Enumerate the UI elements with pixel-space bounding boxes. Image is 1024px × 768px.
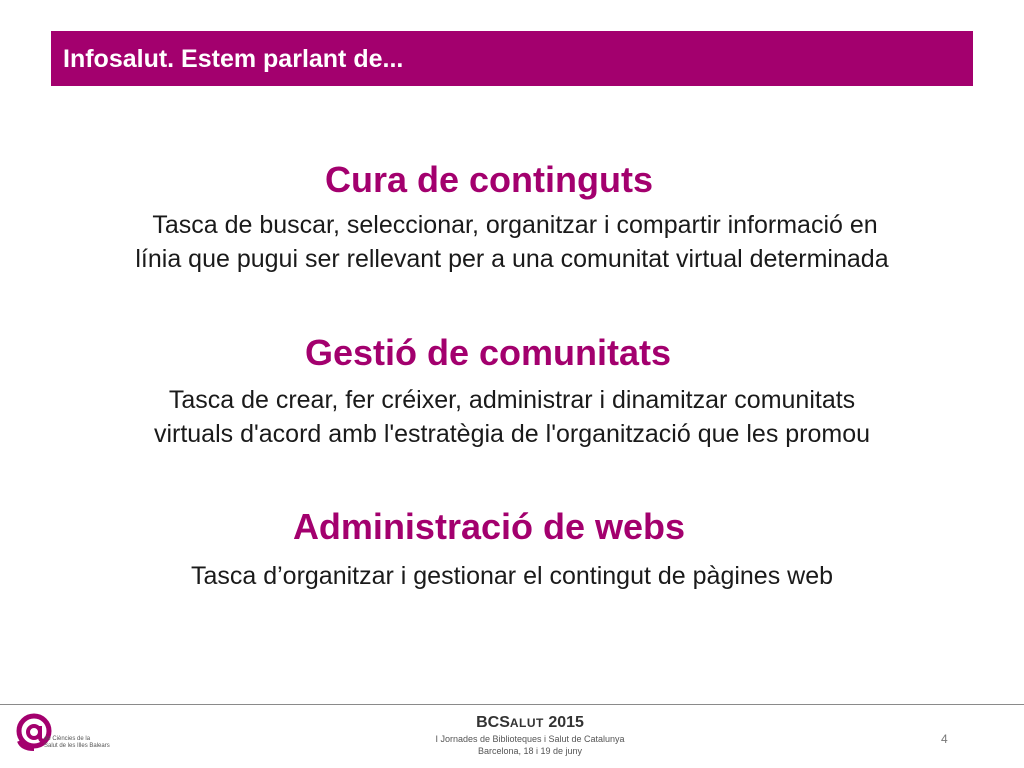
event-brand: BCSALUT 2015 [476, 714, 584, 731]
section-administracio-webs [0, 507, 1024, 593]
footer-divider [0, 704, 1024, 705]
section-cura-continguts [0, 160, 1024, 276]
header-bar [51, 31, 973, 86]
logo-caption: de Ciències de la Salut de les Illes Balears [44, 736, 110, 749]
section-description [0, 208, 1024, 276]
section-description [0, 559, 1024, 593]
footer-event-info [380, 713, 680, 757]
description-line: Tasca de crear, fer créixer, administrar i dinamitzar comunitats [168, 386, 856, 414]
event-place-date: Barcelona, 18 i 19 de juny [477, 746, 583, 756]
page-number: 4 [941, 732, 948, 746]
description-line: Tasca de buscar, seleccionar, organitzar i compartir informació en [152, 211, 878, 239]
description-line: virtuals d'acord amb l'estratègia de l'organització que les promou [153, 420, 871, 448]
section-title: Cura de continguts [324, 159, 653, 200]
event-name: I Jornades de Biblioteques i Salut de Catalunya [435, 734, 625, 744]
section-title: Administració de webs [292, 506, 686, 547]
description-line: Tasca d’organitzar i gestionar el contingut de pàgines web [190, 562, 834, 590]
organization-logo [14, 711, 110, 763]
section-description [0, 383, 1024, 451]
section-gestio-comunitats [0, 333, 1024, 451]
slide-title: Infosalut. Estem parlant de... [63, 45, 404, 73]
section-title: Gestió de comunitats [304, 332, 672, 373]
description-line: línia que pugui ser rellevant per a una comunitat virtual determinada [135, 245, 889, 273]
